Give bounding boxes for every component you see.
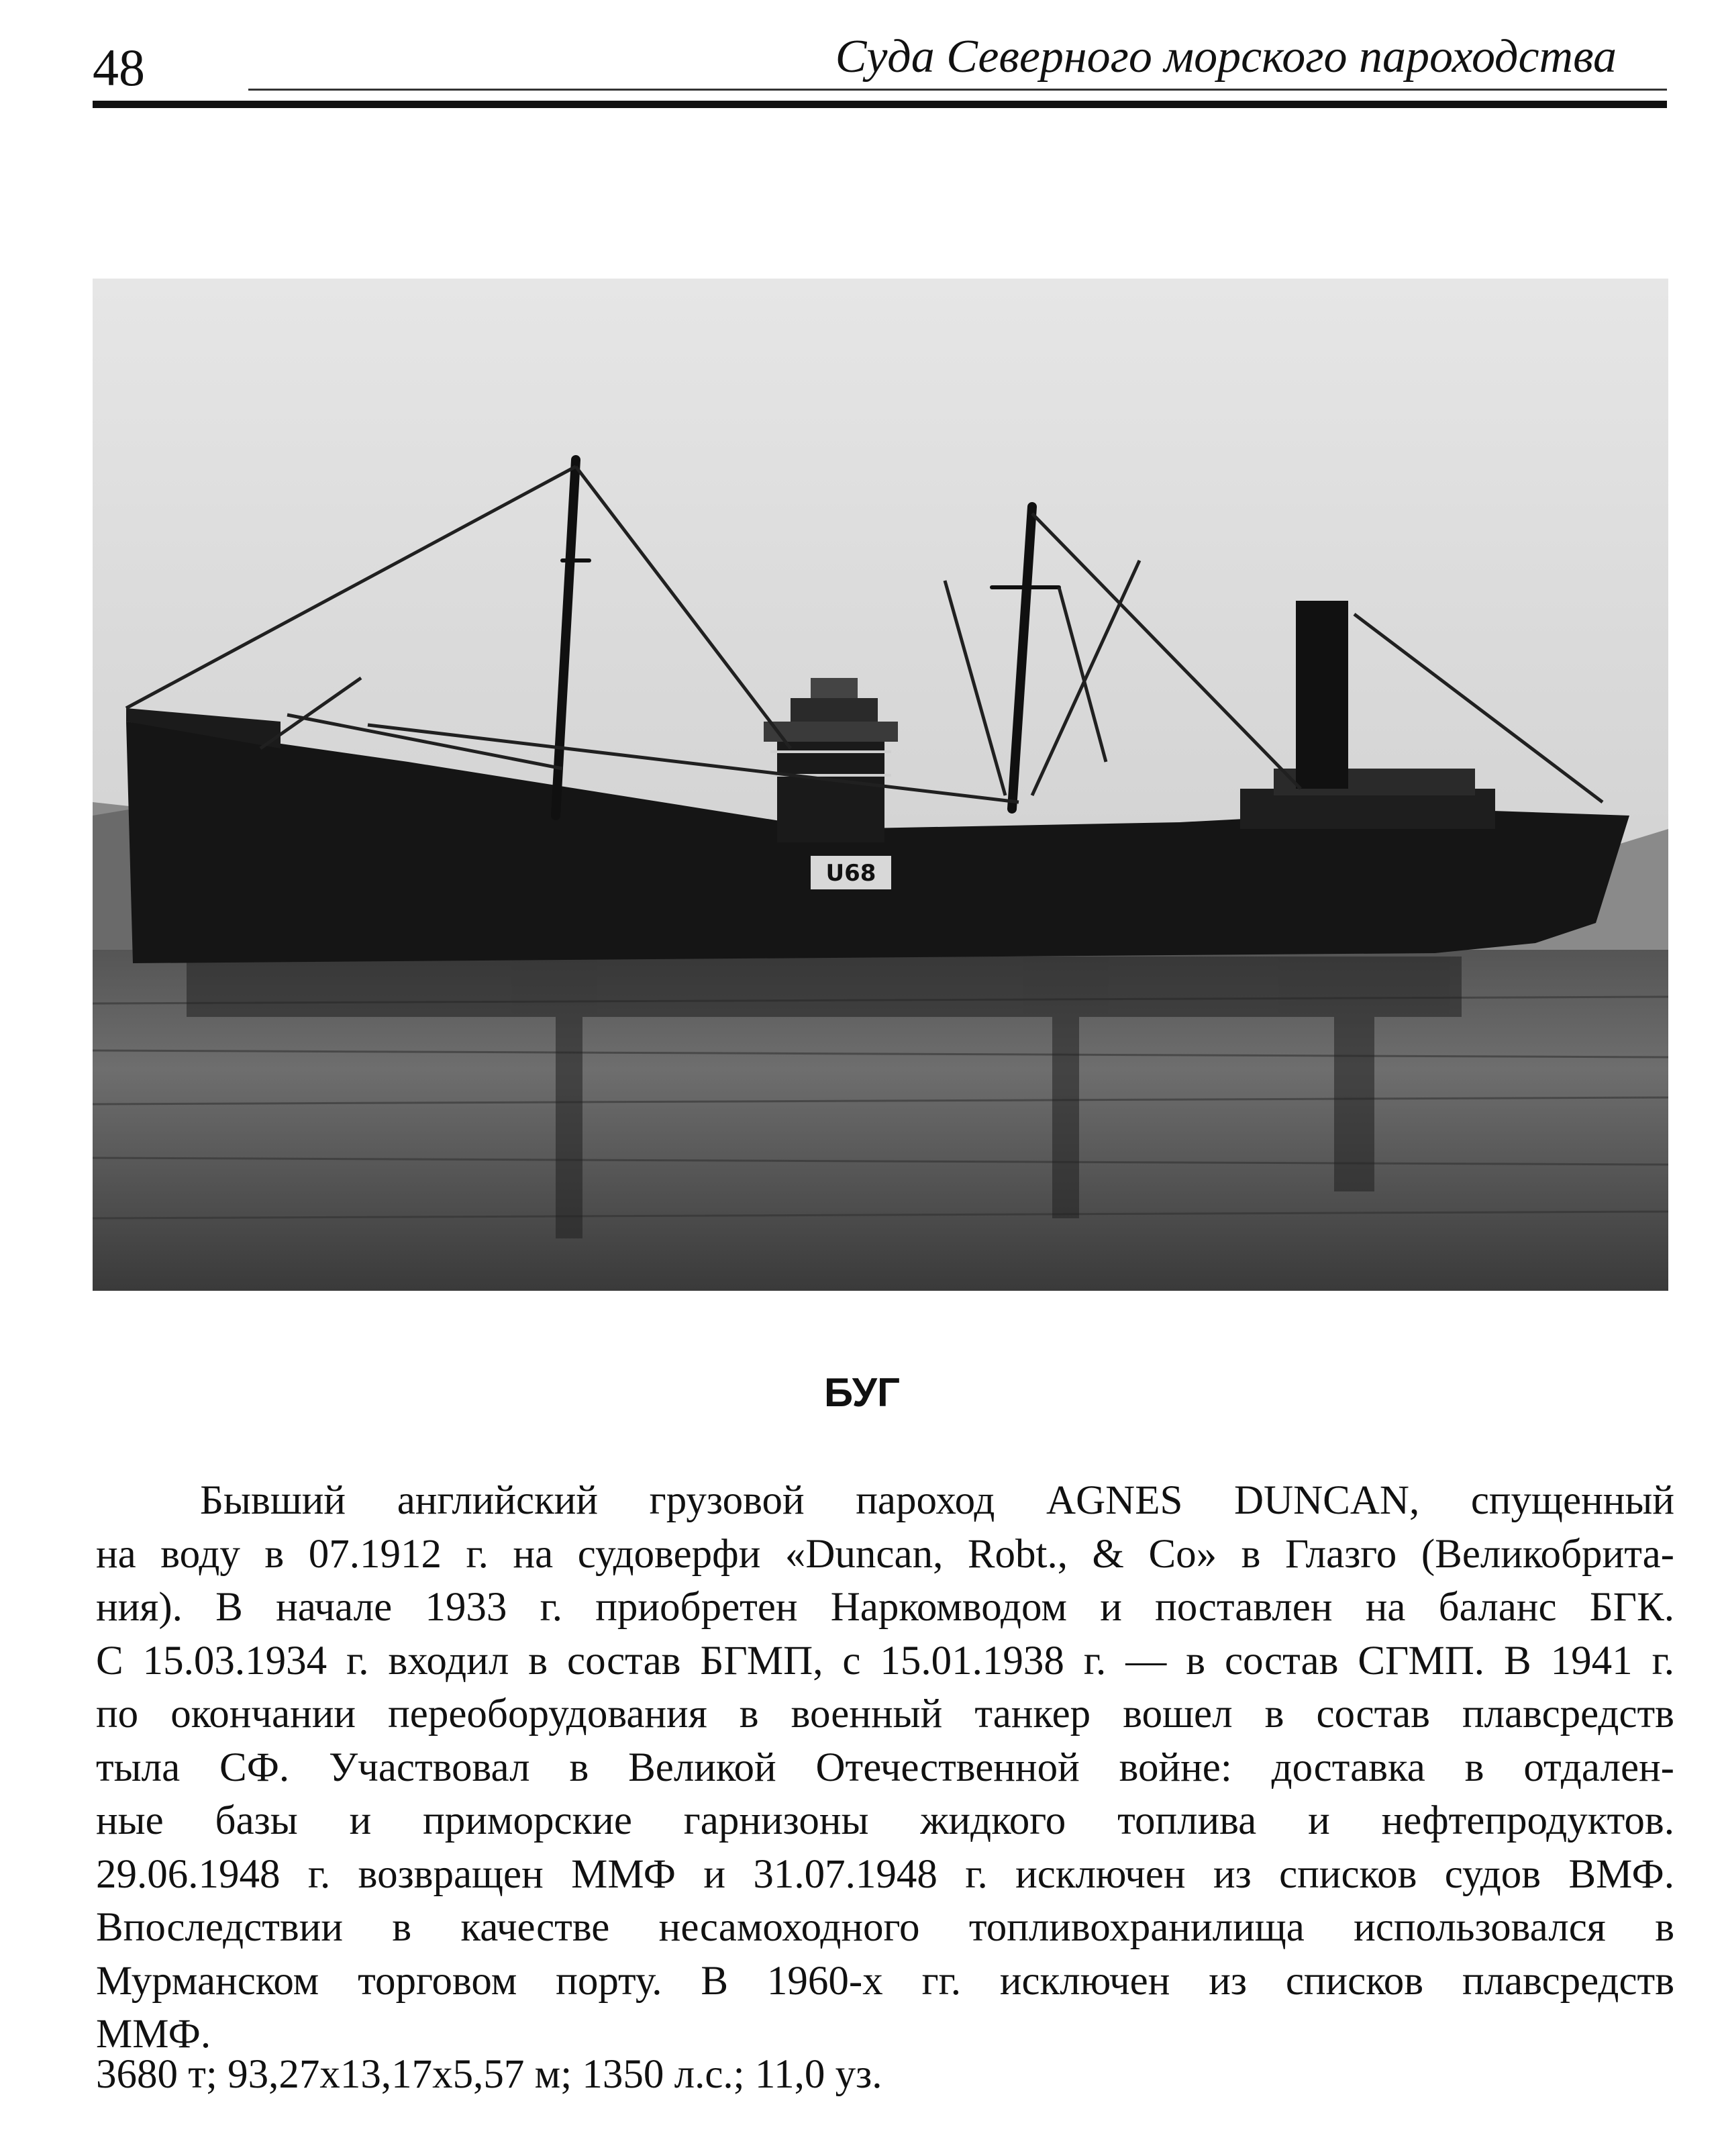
page-number: 48 (93, 38, 145, 97)
text-line: по окончании переоборудования в военный танкер вошел в состав плавсредств (96, 1692, 1674, 1736)
text-line: на воду в 07.1912 г. на судоверфи «Duncan, Robt., & Co» в Глазго (Великобрита- (96, 1531, 1674, 1577)
text-line: 29.06.1948 г. возвращен ММФ и 31.07.1948 г. исключен из списков судов ВМФ. (96, 1851, 1674, 1897)
hull-number: U68 (825, 860, 876, 887)
text-line: ММФ. (96, 2012, 211, 2057)
ship-photo-drawing (93, 279, 1668, 1291)
running-title: Суда Северного морского пароходства (835, 31, 1617, 83)
ship-photograph (93, 279, 1668, 1291)
ship-name-caption: БУГ (824, 1370, 900, 1415)
header-rule-thin (248, 89, 1667, 91)
text-line: Мурманском торговом порту. В 1960-х гг. исключен из списков плавсредств (96, 1958, 1674, 2004)
text-line: тыла СФ. Участвовал в Великой Отечественной войне: доставка в отдален- (96, 1745, 1674, 1790)
text-line: Впоследствии в качестве несамоходного топливохранилища использовался в (96, 1905, 1674, 1950)
text-line: Бывший английский грузовой пароход AGNES DUNCAN, спущенный (200, 1478, 1674, 1523)
text-line: ния). В начале 1933 г. приобретен Наркомводом и поставлен на баланс БГК. (96, 1585, 1674, 1630)
text-line: ные базы и приморские гарнизоны жидкого топлива и нефтепродуктов. (96, 1798, 1674, 1843)
ship-history-text (96, 1474, 1674, 2061)
header-rule-thick (93, 101, 1667, 108)
ship-specifications: 3680 т; 93,27х13,17х5,57 м; 1350 л.с.; 11,0 уз. (96, 2052, 882, 2097)
text-line: С 15.03.1934 г. входил в состав БГМП, с 15.01.1938 г. — в состав СГМП. В 1941 г. (96, 1638, 1674, 1683)
